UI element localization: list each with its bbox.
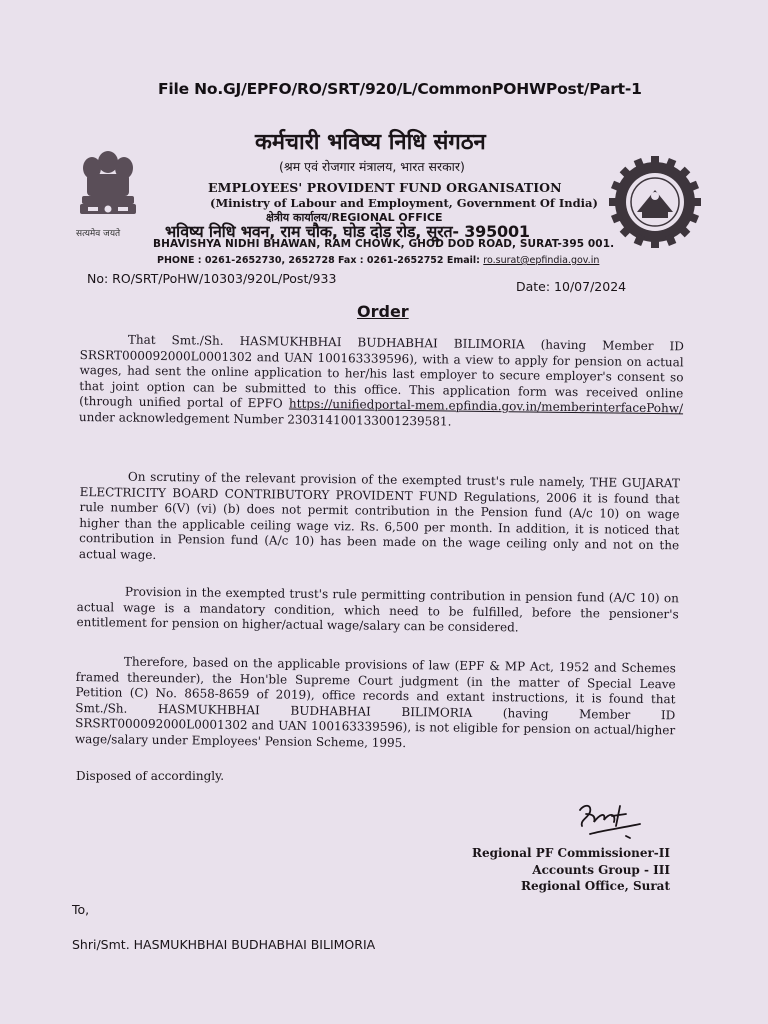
signatory-office: Regional Office, Surat xyxy=(521,879,670,893)
ministry-hindi: (श्रम एवं रोजगार मंत्रालय, भारत सरकार) xyxy=(279,159,465,174)
disposal-note: Disposed of accordingly. xyxy=(76,769,225,783)
email-link[interactable]: ro.surat@epfindia.gov.in xyxy=(483,255,600,266)
emblem-motto: सत्यमेव जयते xyxy=(76,229,121,239)
paragraph-text: under acknowledgement Number 230314100133001239581. xyxy=(78,409,452,429)
handwritten-signature xyxy=(570,800,650,850)
indent-space xyxy=(76,665,124,666)
reference-number: No: RO/SRT/PoHW/10303/920L/Post/933 xyxy=(87,271,337,286)
paragraph-text: That Smt./Sh. HASMUKHBHAI BUDHABHAI BILIMORIA (having Member ID SRSRT000092000L0001302 and UAN 100163339596), with a view to apply for pension on actual wages, had sent the online application to her/his last employer to secure employer's consent so that joint option can be submitted to this office. This application form was received online (through unified portal of EPFO xyxy=(79,332,684,411)
paragraph-conclusion xyxy=(75,654,676,754)
signatory-group: Accounts Group - III xyxy=(532,862,670,877)
page-title: Order xyxy=(357,302,409,321)
paragraph-text: Provision in the exempted trust's rule permitting contribution in pension fund (A/C 10) on actual wage is a mandatory condition, which need to be fulfilled, before the pensioner's entitlement for pension on higher/actual wage/salary can be considered. xyxy=(76,584,679,635)
paragraph-scrutiny xyxy=(79,469,680,569)
ministry-english: (Ministry of Labour and Employment, Government Of India) xyxy=(210,196,598,210)
recipient-name: Shri/Smt. HASMUKHBHAI BUDHABHAI BILIMORIA xyxy=(72,937,376,952)
regional-office-label: क्षेत्रीय कार्यालय/REGIONAL OFFICE xyxy=(266,211,443,224)
indent-space xyxy=(77,595,125,596)
signatory-designation: Regional PF Commissioner-II xyxy=(472,846,670,860)
address-hindi: भविष्य निधि भवन, राम चौक, घोड दोड़ रोड, सूरत- 395001 xyxy=(165,222,530,241)
paragraph-provision xyxy=(76,584,679,638)
indent-space xyxy=(80,343,128,344)
order-date: Date: 10/07/2024 xyxy=(516,279,627,294)
org-name-hindi: कर्मचारी भविष्य निधि संगठन xyxy=(255,130,486,155)
address-english: BHAVISHYA NIDHI BHAWAN, RAM CHOWK, GHOD DOD ROAD, SURAT-395 001. xyxy=(153,238,615,250)
paragraph-text: On scrutiny of the relevant provision of the exempted trust's rule namely, THE GUJARAT ELECTRICITY BOARD CONTRIBUTORY PROVIDENT FUND Regulations, 2006 it is found that rule number 6(V) (vi) (b) does not permit contribution in the Pension fund (A/c 10) on wage higher than the applicable ceiling wage viz. Rs. 6,500 per month. In addition, it is noticed that contribution in Pension fund (A/c 10) has been made on the wage ceiling only and not on the actual wage. xyxy=(78,469,680,562)
paragraph-text: Therefore, based on the applicable provisions of law (EPF & MP Act, 1952 and Schemes framed thereunder), the Hon'ble Supreme Court judgment (in the matter of Special Leave Petition (C) No. 8658-8659 of 2019), office records and extant instructions, it is found that Smt./Sh. HASMUKHBHAI BUDHABHAI BILIMORIA (having Member ID SRSRT000092000L0001302 and UAN 100163339596), is not eligible for pension on actual/higher wage/salary under Employees' Pension Scheme, 1995. xyxy=(74,654,676,750)
indent-space xyxy=(80,480,128,481)
file-number: File No.GJ/EPFO/RO/SRT/920/L/CommonPOHWPost/Part-1 xyxy=(158,80,642,98)
lion-capital-icon xyxy=(70,142,146,228)
paragraph-application xyxy=(79,332,684,432)
phone-fax-text: PHONE : 0261-2652730, 2652728 Fax : 0261-2652752 Email: xyxy=(157,255,480,266)
signatory-block xyxy=(470,845,670,895)
epfo-logo-icon xyxy=(604,152,706,252)
org-name-english: EMPLOYEES' PROVIDENT FUND ORGANISATION xyxy=(208,180,562,195)
portal-link[interactable]: https://unifiedportal-mem.epfindia.gov.in/memberinterfacePohw/ xyxy=(288,396,684,416)
recipient-label: To, xyxy=(72,902,90,917)
contact-line xyxy=(157,255,599,266)
